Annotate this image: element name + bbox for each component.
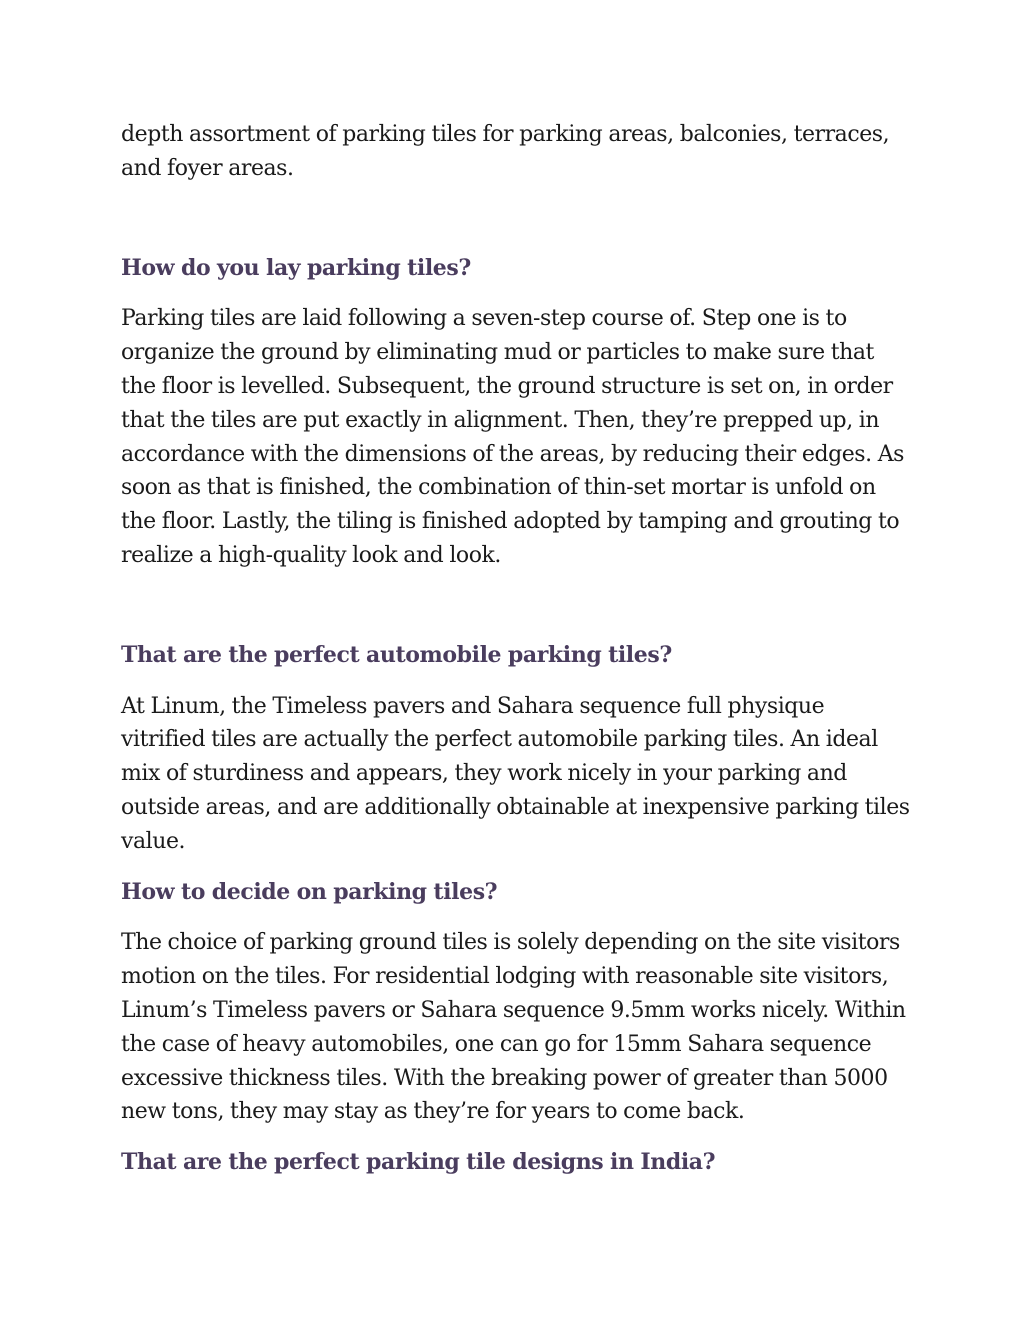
section-paragraph-choose-tiles: The choice of parking ground tiles is solely depending on the site visitors motion on the tiles. For residential lodging with reasonable site visitors, Linum’s Timeless pavers or Sahara sequence 9.5mm works nicely. Within the case of heavy automobiles, one can go for 15mm Sahara sequence excessive thickness tiles. With the breaking power of greater than 5000 new tons, they may stay as they’re for years to come back. <box>121 930 906 1125</box>
section-heading-choose-tiles: How to decide on parking tiles? <box>121 878 498 905</box>
section-paragraph-best-car-parking-tiles: At Linum, the Timeless pavers and Sahara sequence full physique vitrified tiles are actually the perfect automobile parking tiles. An ideal mix of sturdiness and appears, they work nicely in your parking and outside areas, and are additionally obtainable at inexpensive parking tiles value. <box>121 693 910 854</box>
section-paragraph-lay-tiles: Parking tiles are laid following a seven-step course of. Step one is to organize the ground by eliminating mud or particles to make sure that the floor is levelled. Subsequent, the ground structure is set on, in order that the tiles are put exactly in alignment. Then, they’re prepped up, in accordance with the dimensions of the areas, by reducing their edges. As soon as that is finished, the combination of thin-set mortar is unfold on the floor. Lastly, the tiling is finished adopted by tamping and grouting to realize a high-quality look and look. <box>121 306 904 568</box>
document-page <box>121 118 911 1180</box>
intro-paragraph: depth assortment of parking tiles for parking areas, balconies, terraces, and foyer areas. <box>121 122 890 181</box>
section-heading-best-car-parking-tiles: That are the perfect automobile parking tiles? <box>121 641 672 668</box>
section-heading-lay-tiles: How do you lay parking tiles? <box>121 254 471 281</box>
section-heading-tile-designs-india: That are the perfect parking tile designs in India? <box>121 1149 716 1176</box>
